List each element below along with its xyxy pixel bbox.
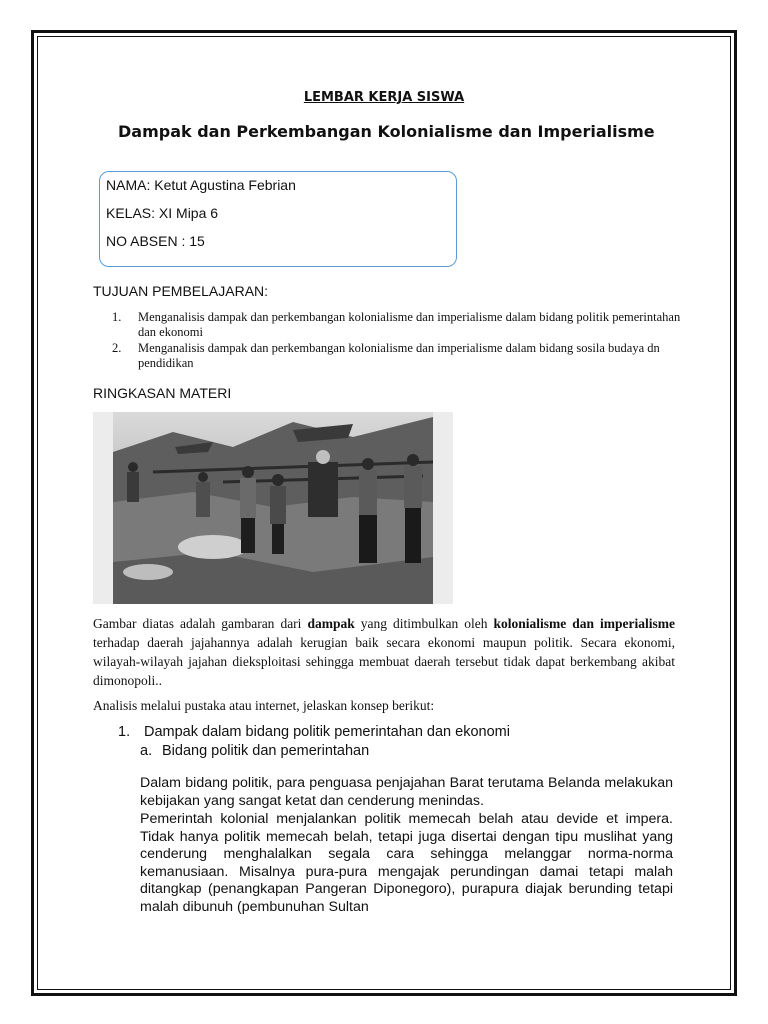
analisis-instruction: Analisis melalui pustaka atau internet, jelaskan konsep berikut: — [93, 698, 435, 713]
worksheet-title: Dampak dan Perkembangan Kolonialisme dan Imperialisme — [118, 122, 655, 141]
objective-text: Menganalisis dampak dan perkembangan kolonialisme dan imperialisme dalam bidang sosila budaya dn pendidikan — [138, 341, 660, 370]
objective-number: 2. — [112, 341, 122, 355]
objective-text: Menganalisis dampak dan perkembangan kolonialisme dan imperialisme dalam bidang politik pemerintahan dan ekonomi — [138, 310, 681, 339]
student-class: KELAS: XI Mipa 6 — [106, 205, 219, 221]
objective-item — [112, 310, 682, 340]
subsection-a-title: Bidang politik dan pemerintahan — [162, 743, 370, 759]
objective-item — [112, 341, 682, 371]
politics-paragraph-2: Pemerintah kolonial menjalankan politik memecah belah atau devide et impera. Tidak hanya politik memecah belah, tetapi juga disertai dengan tipu muslihat yang cenderung menghalalkan segala cara sehingga melanggar norma-norma kemanusiaan. Misalnya pura-pura mengajak perundingan damai tetapi malah ditangkap (penangkapan Pangeran Diponegoro), purapura diajak berunding tetapi malah dibunuh (pembunuhan Sultan — [140, 811, 673, 915]
summary-text: terhadap daerah jajahannya adalah kerugian baik secara ekonomi maupun politik. Secara ekonomi, wilayah-wilayah jajahan dieksploitasi sehingga membuat daerah tersebut tidak dapat berkembang akibat dimonopoli.. — [93, 635, 675, 688]
tujuan-label: TUJUAN PEMBELAJARAN: — [93, 283, 269, 299]
subsection-a-letter: a. — [140, 743, 153, 759]
objective-number: 1. — [112, 310, 122, 324]
student-name: NAMA: Ketut Agustina Febrian — [106, 177, 296, 193]
student-number: NO ABSEN : 15 — [106, 233, 205, 249]
worksheet-heading: LEMBAR KERJA SISWA — [303, 90, 465, 105]
summary-paragraph — [93, 614, 675, 690]
summary-bold-dampak: dampak — [307, 616, 355, 631]
ringkasan-label: RINGKASAN MATERI — [93, 385, 232, 401]
section-1-number: 1. — [118, 724, 131, 740]
summary-text: yang ditimbulkan oleh — [354, 616, 494, 631]
summary-bold-kolonialisme: kolonialisme dan imperialisme — [493, 616, 676, 631]
section-1-title: Dampak dalam bidang politik pemerintahan dan ekonomi — [144, 724, 510, 740]
historical-photo — [93, 412, 453, 604]
summary-text: Gambar diatas adalah gambaran dari — [93, 616, 308, 631]
politics-paragraph-1: Dalam bidang politik, para penguasa penjajahan Barat terutama Belanda melakukan kebijakan yang sangat ketat dan cenderung menindas. — [140, 775, 673, 809]
